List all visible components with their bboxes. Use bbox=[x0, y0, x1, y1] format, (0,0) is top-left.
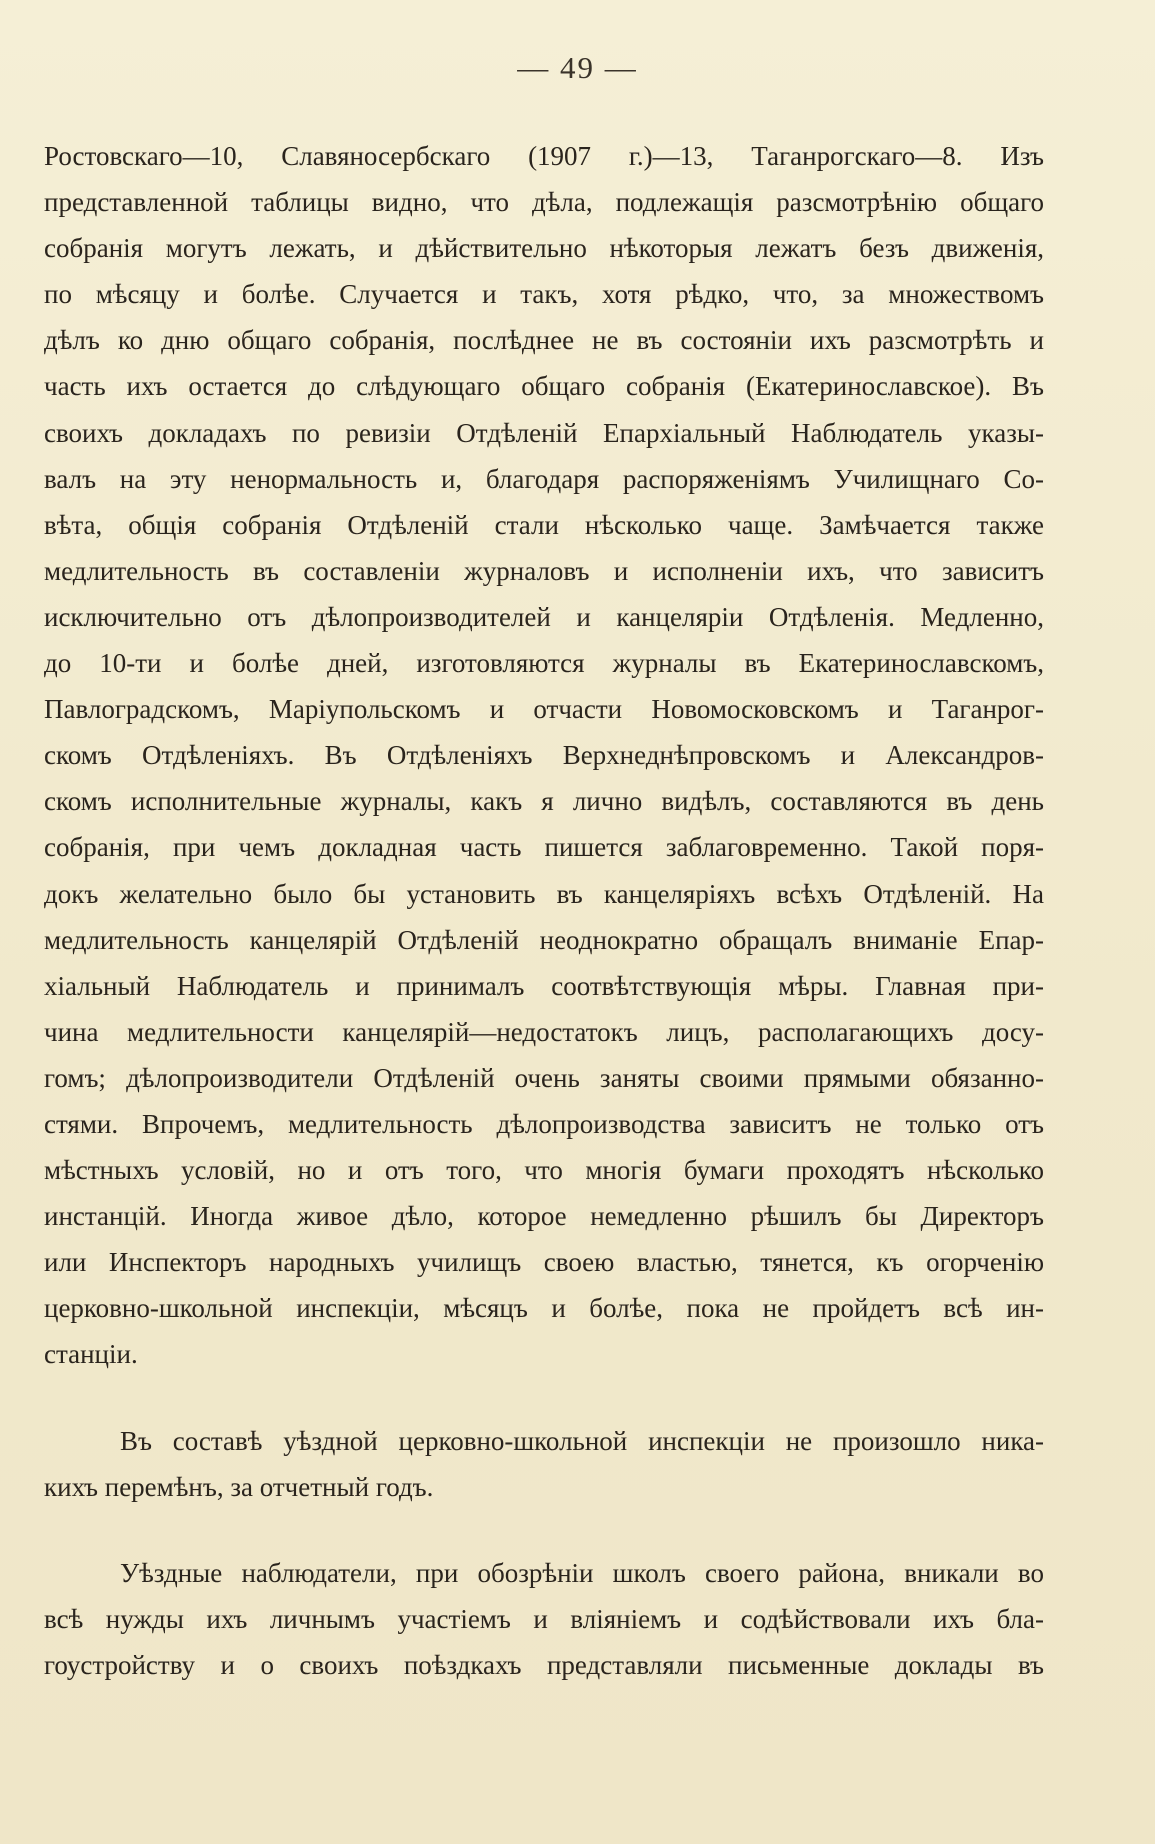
body-text bbox=[44, 133, 1044, 1688]
text-line: стями. Впрочемъ, медлительность дѣлопроизводства зависитъ не только отъ bbox=[44, 1108, 1044, 1139]
text-line: Павлоградскомъ, Маріупольскомъ и отчасти Новомосковскомъ и Таганрог- bbox=[44, 694, 1044, 725]
text-line: Ростовскаго—10, Славяносербскаго (1907 г.)—13, Таганрогскаго—8. Изъ bbox=[44, 141, 1044, 171]
text-line: медлительность въ составленіи журналовъ и исполненіи ихъ, что зависитъ bbox=[44, 555, 1044, 586]
text-line: инстанцій. Иногда живое дѣло, которое немедленно рѣшилъ бы Директоръ bbox=[44, 1201, 1044, 1232]
text-line: гомъ; дѣлопроизводители Отдѣленій очень заняты своими прямыми обязанно- bbox=[44, 1062, 1044, 1093]
text-line: церковно-школьной инспекціи, мѣсяцъ и болѣе, пока не пройдетъ всѣ ин- bbox=[44, 1293, 1044, 1324]
text-line: гоустройству и о своихъ поѣздкахъ представляли письменные доклады въ bbox=[44, 1649, 1044, 1680]
text-line: чина медлительности канцелярій—недостатокъ лицъ, располагающихъ досу- bbox=[44, 1016, 1044, 1047]
text-line: валъ на эту ненормальность и, благодаря распоряженіямъ Училищнаго Со- bbox=[44, 463, 1044, 494]
text-line: до 10-ти и болѣе дней, изготовляются журналы въ Екатеринославскомъ, bbox=[44, 648, 1044, 679]
paragraph-3 bbox=[44, 1550, 1044, 1688]
text-line: исключительно отъ дѣлопроизводителей и канцеляріи Отдѣленія. Медленно, bbox=[44, 601, 1044, 632]
text-line: докъ желательно было бы установить въ канцеляріяхъ всѣхъ Отдѣленій. На bbox=[44, 878, 1044, 909]
text-line: собранія, при чемъ докладная часть пишется заблаговременно. Такой поря- bbox=[44, 832, 1044, 863]
text-line: Въ составѣ уѣздной церковно-школьной инспекціи не произошло ника- bbox=[120, 1425, 1044, 1456]
paragraph-spacer bbox=[44, 1378, 1044, 1418]
text-line: представленной таблицы видно, что дѣла, подлежащія разсмотрѣнію общаго bbox=[44, 187, 1044, 218]
text-line: своихъ докладахъ по ревизіи Отдѣленій Епархіальный Наблюдатель указы- bbox=[44, 417, 1044, 448]
text-line: мѣстныхъ условій, но и отъ того, что многія бумаги проходятъ нѣсколько bbox=[44, 1155, 1044, 1186]
text-line: скомъ исполнительные журналы, какъ я лично видѣлъ, составляются въ день bbox=[44, 786, 1044, 817]
text-line: часть ихъ остается до слѣдующаго общаго собранія (Екатеринославское). Въ bbox=[44, 371, 1044, 402]
text-line: медлительность канцелярій Отдѣленій неоднократно обращалъ вниманіе Епар- bbox=[44, 924, 1044, 955]
page-number: — 49 — bbox=[517, 50, 638, 85]
paragraph-2 bbox=[44, 1418, 1044, 1510]
text-line: или Инспекторъ народныхъ училищъ своею властью, тянется, къ огорченію bbox=[44, 1247, 1044, 1278]
paragraph-spacer bbox=[44, 1510, 1044, 1550]
paragraph-1 bbox=[44, 133, 1044, 1378]
text-line: собранія могутъ лежать, и дѣйствительно нѣкоторыя лежатъ безъ движенія, bbox=[44, 233, 1044, 264]
text-line: станціи. bbox=[44, 1339, 138, 1370]
text-line: кихъ перемѣнъ, за отчетный годъ. bbox=[44, 1471, 434, 1502]
text-line: по мѣсяцу и болѣе. Случается и такъ, хотя рѣдко, что, за множествомъ bbox=[44, 279, 1044, 310]
text-line: вѣта, общія собранія Отдѣленій стали нѣсколько чаще. Замѣчается также bbox=[44, 509, 1044, 540]
text-line: скомъ Отдѣленіяхъ. Въ Отдѣленіяхъ Верхнеднѣпровскомъ и Александров- bbox=[44, 740, 1044, 771]
text-line: дѣлъ ко дню общаго собранія, послѣднее не въ состояніи ихъ разсмотрѣть и bbox=[44, 325, 1044, 356]
text-line: всѣ нужды ихъ личнымъ участіемъ и вліяніемъ и содѣйствовали ихъ бла- bbox=[44, 1603, 1044, 1634]
text-line: хіальный Наблюдатель и принималъ соотвѣтствующія мѣры. Главная при- bbox=[44, 970, 1044, 1001]
text-line: Уѣздные наблюдатели, при обозрѣніи школъ своего района, вникали во bbox=[120, 1557, 1044, 1588]
